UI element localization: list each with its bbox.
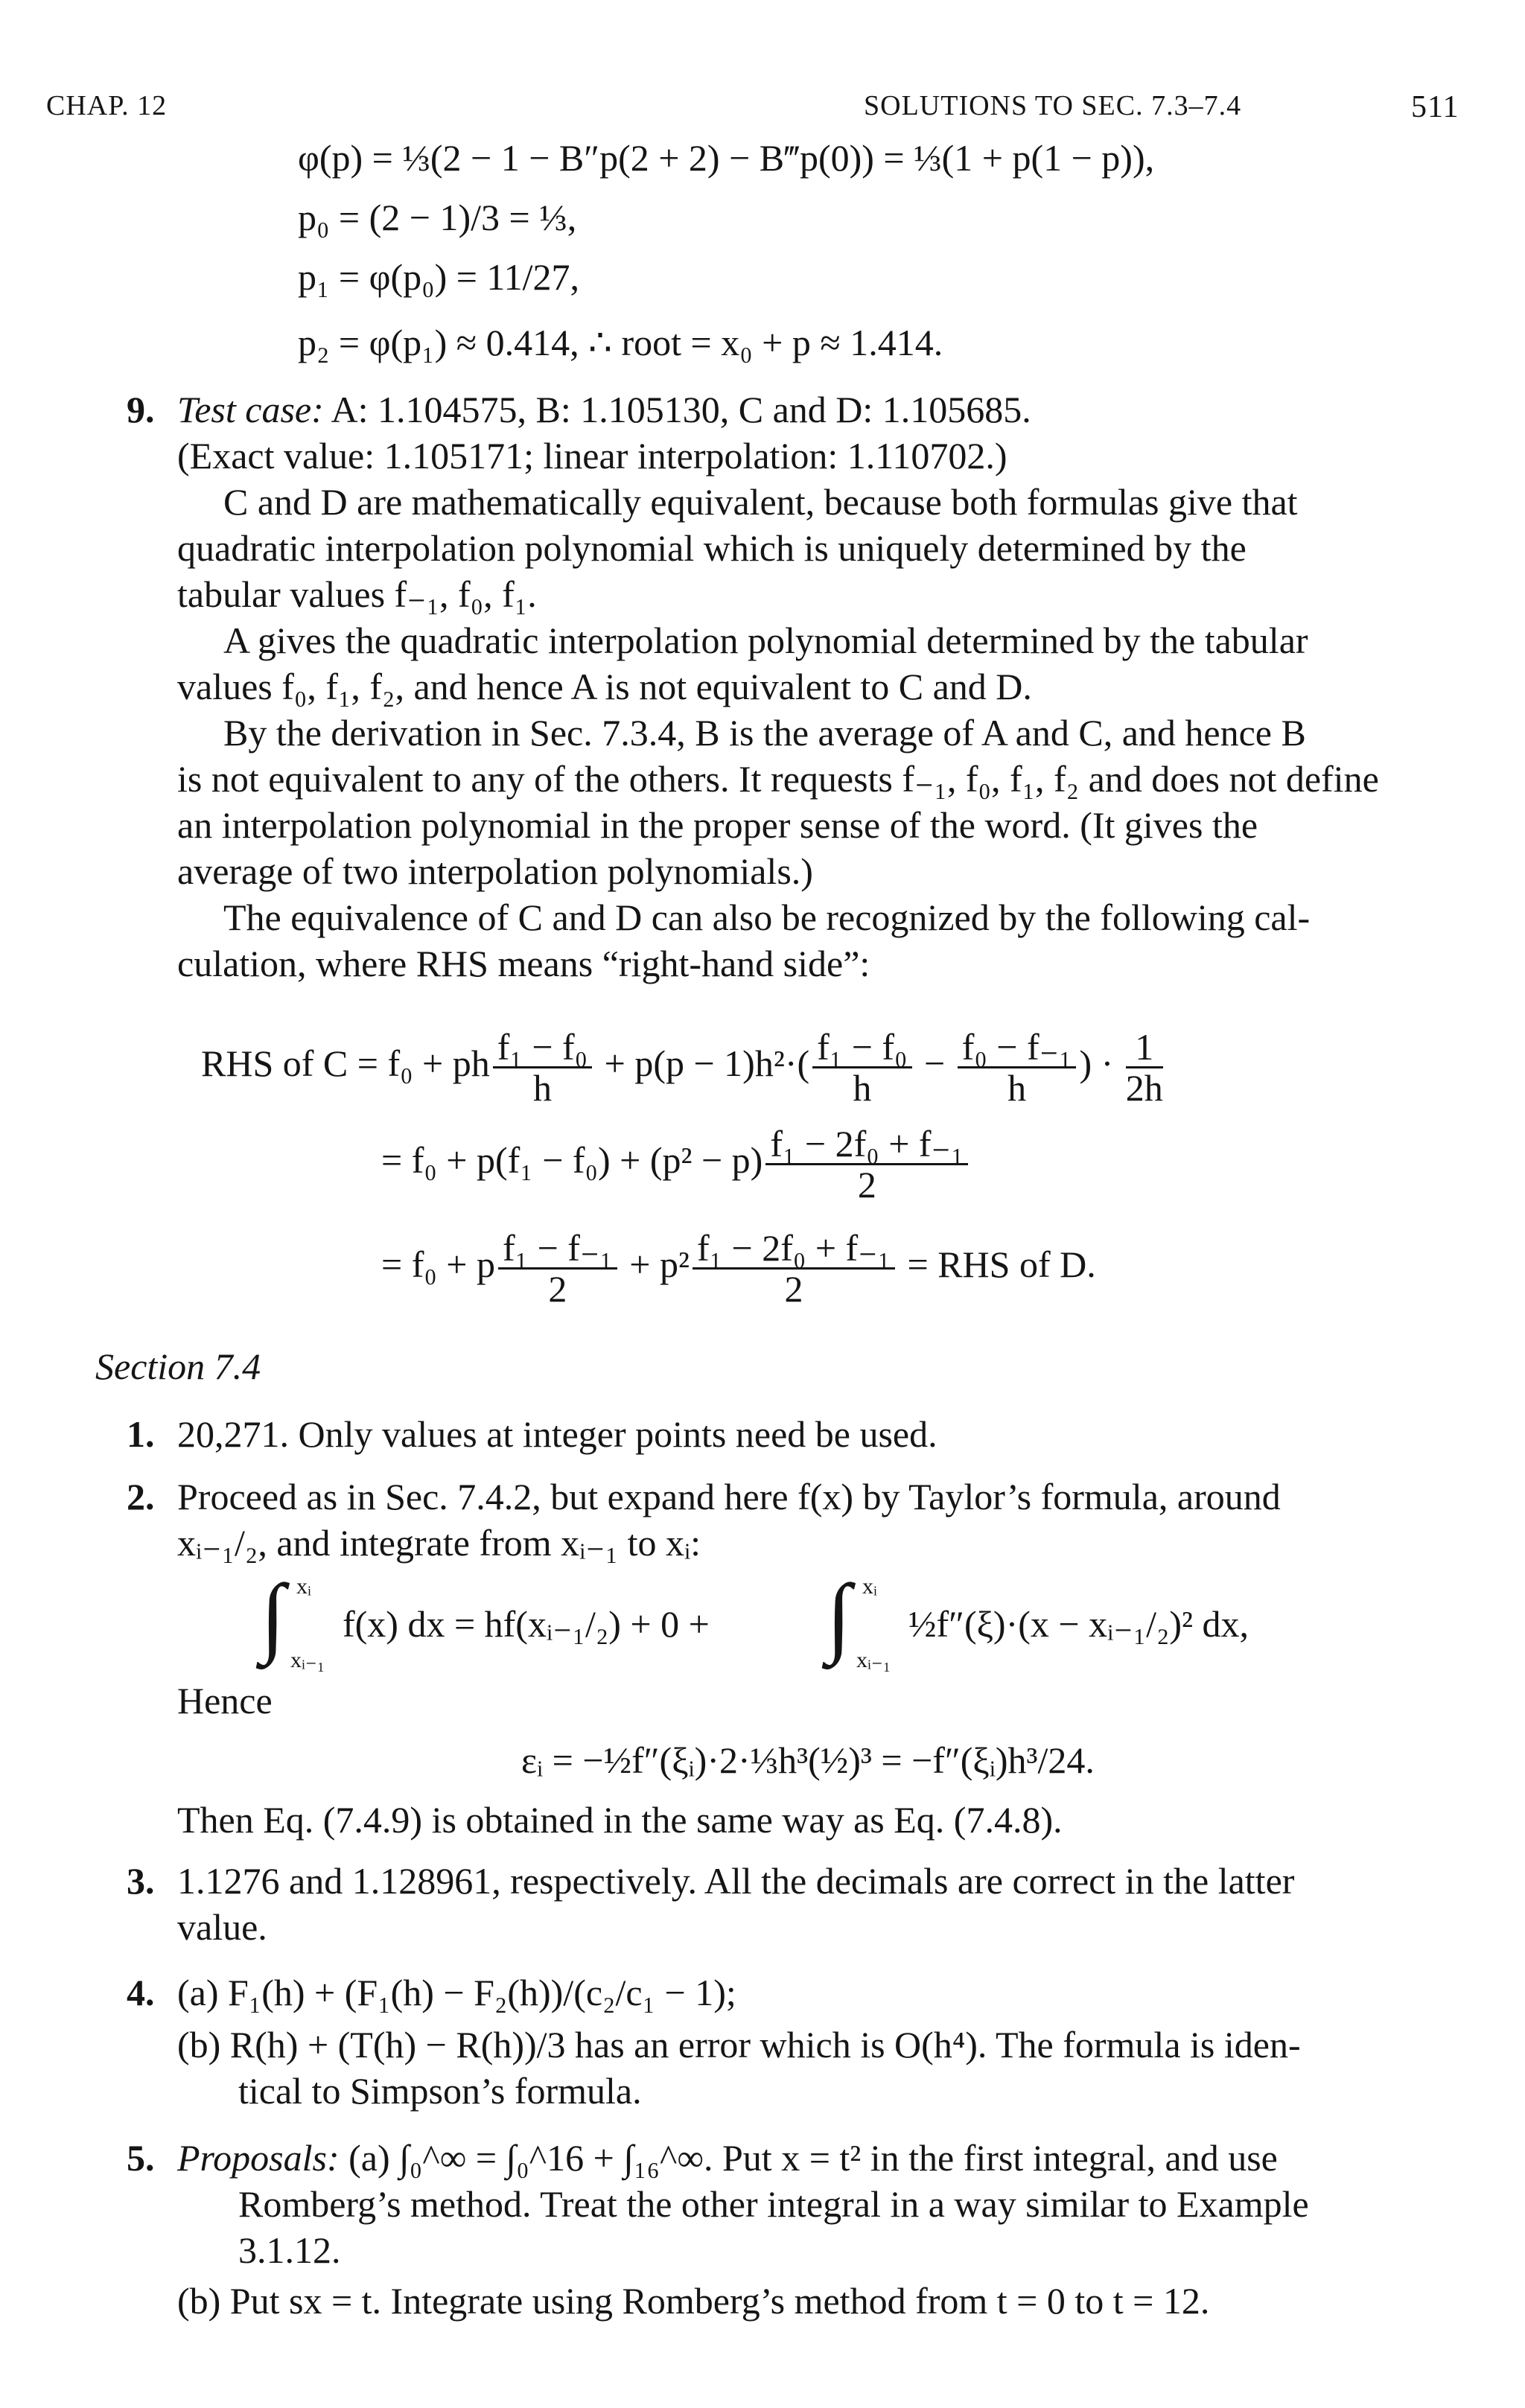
equation-p2-root: p₂ = φ(p₁) ≈ 0.414, ∴ root = x₀ + p ≈ 1.414. bbox=[298, 322, 943, 363]
s74-item4-b-line1: (b) R(h) + (T(h) − R(h))/3 has an error which is O(h⁴). The formula is iden- bbox=[177, 2024, 1301, 2065]
item9-p4-line2: culation, where RHS means “right-hand side”: bbox=[177, 943, 870, 984]
s74-item3-line2: value. bbox=[177, 1906, 267, 1948]
test-case-label: Test case: bbox=[177, 389, 324, 430]
item9-p1-line2: quadratic interpolation polynomial which is uniquely determined by the bbox=[177, 527, 1247, 569]
s74-item5-a-line2: Romberg’s method. Treat the other integral in a way similar to Example bbox=[238, 2183, 1309, 2225]
s74-item5-b: (b) Put sx = t. Integrate using Romberg’s method from t = 0 to t = 12. bbox=[177, 2280, 1210, 2322]
integral-lower-limit: xᵢ₋₁ bbox=[290, 1648, 325, 1672]
s74-item4-a: (a) F₁(h) + (F₁(h) − F₂(h))/(c₂/c₁ − 1); bbox=[177, 1972, 736, 2013]
fraction: $\frac{\text{f₁ − f₀}}{h}$ bbox=[493, 1028, 592, 1107]
item-number-1: 1. bbox=[127, 1413, 155, 1455]
hence-label: Hence bbox=[177, 1680, 273, 1721]
item9-p4-line1: The equivalence of C and D can also be recognized by the following cal- bbox=[223, 896, 1311, 938]
s74-item1-text: 20,271. Only values at integer points need be used. bbox=[177, 1413, 937, 1455]
item9-p3-line3: an interpolation polynomial in the proper sense of the word. (It gives the bbox=[177, 804, 1258, 846]
item9-p3-line1: By the derivation in Sec. 7.3.4, B is the average of A and C, and hence B bbox=[223, 712, 1306, 754]
section-heading: Section 7.4 bbox=[95, 1345, 261, 1387]
integral-upper-limit: xᵢ bbox=[296, 1574, 311, 1599]
rhs-equation-line1: RHS of C = f₀ + ph $\frac{\text{f₁ − f₀}}{h}$ + p(p − 1)h²·( $\frac{\text{f₁ − f₀}}{h}$ − $\frac{\text{f₀ − f₋₁}}{h}$ ) · $\frac{1}{2h}$ bbox=[201, 1026, 1163, 1109]
integral-sign: ∫ bbox=[827, 1566, 851, 1665]
s74-item2-then: Then Eq. (7.4.9) is obtained in the same way as Eq. (7.4.8). bbox=[177, 1799, 1063, 1841]
fraction: $\frac{\text{f₁ − 2f₀ + f₋₁}}{2}$ bbox=[765, 1124, 968, 1204]
equation-p1: p₁ = φ(p₀) = 11/27, bbox=[298, 256, 579, 298]
item9-p2-line1: A gives the quadratic interpolation polynomial determined by the tabular bbox=[223, 619, 1308, 661]
item9-p3-line2: is not equivalent to any of the others. It requests f₋₁, f₀, f₁, f₂ and does not define bbox=[177, 758, 1379, 800]
test-case-values: A: 1.104575, B: 1.105130, C and D: 1.105685. bbox=[323, 389, 1031, 430]
proposals-label: Proposals: bbox=[177, 2137, 340, 2179]
page-number: 511 bbox=[1411, 90, 1459, 124]
item9-p1-line3: tabular values f₋₁, f₀, f₁. bbox=[177, 573, 537, 615]
integral-sign: ∫ bbox=[261, 1566, 285, 1665]
item9-test-case bbox=[177, 387, 1031, 432]
item-number-5: 5. bbox=[127, 2137, 155, 2179]
item-number-3: 3. bbox=[127, 1860, 155, 1902]
integral-rhs-text: ½f″(ξ)·(x − xᵢ₋₁/₂)² dx, bbox=[908, 1603, 1249, 1645]
fraction: $\frac{\text{f₁ − f₋₁}}{2}$ bbox=[498, 1229, 617, 1308]
integral-upper-limit: xᵢ bbox=[862, 1574, 877, 1599]
s74-item5-a-line1: Proposals: (a) ∫₀^∞ = ∫₀^16 + ∫₁₆^∞. Put x = t² in the first integral, and use bbox=[177, 2137, 1278, 2179]
item9-p1-line1: C and D are mathematically equivalent, because both formulas give that bbox=[223, 481, 1298, 523]
integral-lower-limit: xᵢ₋₁ bbox=[856, 1648, 891, 1672]
chapter-label: CHAP. 12 bbox=[46, 90, 168, 121]
equation-phi: φ(p) = ⅓(2 − 1 − B″p(2 + 2) − B‴p(0)) = ⅓(1 + p(1 − p)), bbox=[298, 137, 1155, 179]
error-equation: εᵢ = −½f″(ξᵢ)·2·⅓h³(½)³ = −f″(ξᵢ)h³/24. bbox=[521, 1739, 1095, 1781]
item9-p2-line2: values f₀, f₁, f₂, and hence A is not equivalent to C and D. bbox=[177, 666, 1032, 707]
item-number-2: 2. bbox=[127, 1476, 155, 1517]
item9-p3-line4: average of two interpolation polynomials.) bbox=[177, 850, 813, 892]
s74-item5-a-line3: 3.1.12. bbox=[238, 2229, 341, 2271]
s74-item3-line1: 1.1276 and 1.128961, respectively. All the decimals are correct in the latter bbox=[177, 1860, 1295, 1902]
fraction: $\frac{\text{f₁ − f₀}}{h}$ bbox=[812, 1028, 911, 1107]
fraction: $\frac{\text{f₁ − 2f₀ + f₋₁}}{2}$ bbox=[693, 1229, 895, 1308]
rhs-equation-line3: = f₀ + p $\frac{\text{f₁ − f₋₁}}{2}$ + p² $\frac{\text{f₁ − 2f₀ + f₋₁}}{2}$ = RHS of D. bbox=[381, 1227, 1096, 1310]
integral-lhs-text: f(x) dx = hf(xᵢ₋₁/₂) + 0 + bbox=[343, 1603, 710, 1645]
s74-item4-b-line2: tical to Simpson’s formula. bbox=[238, 2070, 642, 2112]
s74-item2-line2: xᵢ₋₁/₂, and integrate from xᵢ₋₁ to xᵢ: bbox=[177, 1522, 701, 1564]
fraction: $\frac{1}{2h}$ bbox=[1125, 1026, 1163, 1109]
rhs-equation-line2: = f₀ + p(f₁ − f₀) + (p² − p) $\frac{\text{f₁ − 2f₀ + f₋₁}}{2}$ bbox=[381, 1124, 971, 1204]
s74-item2-line1: Proceed as in Sec. 7.4.2, but expand here f(x) by Taylor’s formula, around bbox=[177, 1476, 1281, 1517]
fraction: $\frac{\text{f₀ − f₋₁}}{h}$ bbox=[958, 1028, 1077, 1107]
item-number-4: 4. bbox=[127, 1972, 155, 2013]
equation-p0: p₀ = (2 − 1)/3 = ⅓, bbox=[298, 197, 577, 238]
item-number-9: 9. bbox=[127, 389, 155, 430]
running-title: SOLUTIONS TO SEC. 7.3–7.4 bbox=[864, 90, 1242, 121]
item9-exact-value: (Exact value: 1.105171; linear interpolation: 1.110702.) bbox=[177, 435, 1007, 477]
